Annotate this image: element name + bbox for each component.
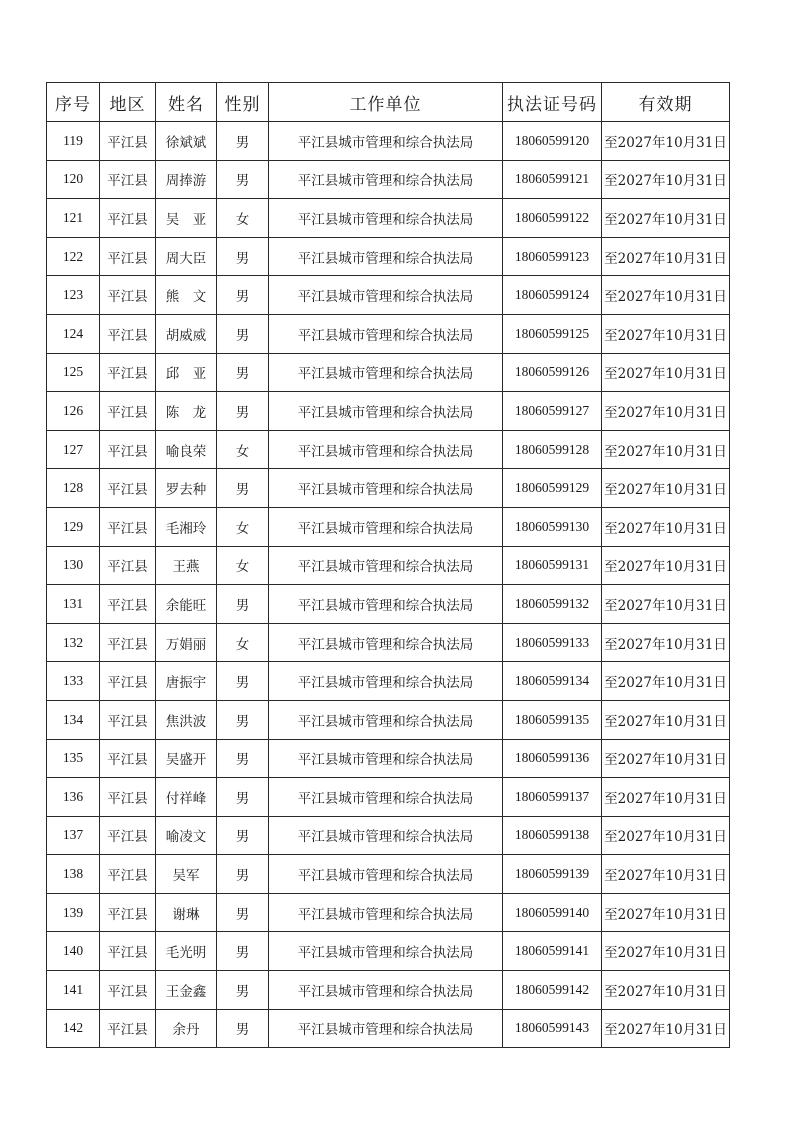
cell-valid-until: 至2027年10月31日 [602,855,730,894]
cell-region: 平江县 [100,237,156,276]
cell-name: 吴 亚 [156,199,217,238]
cell-seq: 129 [47,507,100,546]
cell-seq: 131 [47,585,100,624]
cell-gender: 男 [217,314,269,353]
table-row [47,237,730,276]
cell-cert-number: 18060599130 [503,507,602,546]
cell-seq: 127 [47,430,100,469]
cell-gender: 男 [217,392,269,431]
cell-name: 陈 龙 [156,392,217,431]
table-header [47,83,730,122]
cell-cert-number: 18060599142 [503,971,602,1010]
cell-gender: 男 [217,778,269,817]
cell-gender: 男 [217,971,269,1010]
cell-name: 毛湘玲 [156,507,217,546]
cell-gender: 男 [217,816,269,855]
cell-region: 平江县 [100,623,156,662]
cell-gender: 男 [217,893,269,932]
cell-region: 平江县 [100,662,156,701]
cell-seq: 132 [47,623,100,662]
cell-gender: 男 [217,662,269,701]
cell-valid-until: 至2027年10月31日 [602,778,730,817]
table-row [47,662,730,701]
cell-seq: 119 [47,122,100,161]
cell-name: 付祥峰 [156,778,217,817]
cell-cert-number: 18060599122 [503,199,602,238]
cell-seq: 130 [47,546,100,585]
cell-region: 平江县 [100,932,156,971]
cell-name: 喻凌文 [156,816,217,855]
cell-valid-until: 至2027年10月31日 [602,199,730,238]
cell-valid-until: 至2027年10月31日 [602,276,730,315]
cell-unit: 平江县城市管理和综合执法局 [269,430,503,469]
cell-cert-number: 18060599121 [503,160,602,199]
cell-cert-number: 18060599135 [503,700,602,739]
cell-seq: 122 [47,237,100,276]
cell-name: 罗去种 [156,469,217,508]
enforcement-roster-table [46,82,730,1048]
cell-name: 唐振宇 [156,662,217,701]
cell-unit: 平江县城市管理和综合执法局 [269,662,503,701]
cell-region: 平江县 [100,816,156,855]
cell-unit: 平江县城市管理和综合执法局 [269,585,503,624]
cell-valid-until: 至2027年10月31日 [602,623,730,662]
table-row [47,893,730,932]
cell-valid-until: 至2027年10月31日 [602,893,730,932]
header-row [47,83,730,122]
cell-seq: 126 [47,392,100,431]
cell-valid-until: 至2027年10月31日 [602,314,730,353]
cell-cert-number: 18060599143 [503,1009,602,1048]
cell-seq: 142 [47,1009,100,1048]
cell-valid-until: 至2027年10月31日 [602,160,730,199]
table-row [47,430,730,469]
cell-seq: 121 [47,199,100,238]
cell-region: 平江县 [100,430,156,469]
cell-valid-until: 至2027年10月31日 [602,507,730,546]
cell-valid-until: 至2027年10月31日 [602,700,730,739]
table-row [47,276,730,315]
cell-seq: 134 [47,700,100,739]
cell-name: 毛光明 [156,932,217,971]
table-row [47,122,730,161]
cell-name: 徐斌斌 [156,122,217,161]
cell-unit: 平江县城市管理和综合执法局 [269,623,503,662]
cell-seq: 135 [47,739,100,778]
cell-cert-number: 18060599139 [503,855,602,894]
cell-region: 平江县 [100,160,156,199]
cell-cert-number: 18060599123 [503,237,602,276]
cell-region: 平江县 [100,507,156,546]
cell-cert-number: 18060599136 [503,739,602,778]
cell-cert-number: 18060599128 [503,430,602,469]
cell-name: 周捧游 [156,160,217,199]
cell-valid-until: 至2027年10月31日 [602,932,730,971]
cell-region: 平江县 [100,353,156,392]
table-row [47,739,730,778]
cell-seq: 124 [47,314,100,353]
table-row [47,623,730,662]
cell-valid-until: 至2027年10月31日 [602,739,730,778]
cell-name: 焦洪波 [156,700,217,739]
cell-unit: 平江县城市管理和综合执法局 [269,893,503,932]
header-name: 姓名 [156,83,217,122]
cell-cert-number: 18060599138 [503,816,602,855]
cell-cert-number: 18060599125 [503,314,602,353]
cell-region: 平江县 [100,276,156,315]
table-row [47,199,730,238]
cell-seq: 128 [47,469,100,508]
cell-unit: 平江县城市管理和综合执法局 [269,932,503,971]
cell-valid-until: 至2027年10月31日 [602,546,730,585]
cell-region: 平江县 [100,700,156,739]
cell-gender: 男 [217,276,269,315]
table-row [47,932,730,971]
cell-unit: 平江县城市管理和综合执法局 [269,199,503,238]
cell-region: 平江县 [100,469,156,508]
cell-name: 喻良荣 [156,430,217,469]
cell-seq: 137 [47,816,100,855]
cell-seq: 139 [47,893,100,932]
cell-unit: 平江县城市管理和综合执法局 [269,353,503,392]
cell-region: 平江县 [100,1009,156,1048]
table-row [47,314,730,353]
cell-gender: 女 [217,430,269,469]
cell-unit: 平江县城市管理和综合执法局 [269,237,503,276]
cell-region: 平江县 [100,971,156,1010]
table-row [47,546,730,585]
cell-cert-number: 18060599127 [503,392,602,431]
cell-cert-number: 18060599126 [503,353,602,392]
cell-name: 万娟丽 [156,623,217,662]
table-row [47,160,730,199]
cell-region: 平江县 [100,585,156,624]
cell-name: 王燕 [156,546,217,585]
cell-cert-number: 18060599129 [503,469,602,508]
cell-unit: 平江县城市管理和综合执法局 [269,276,503,315]
header-gender: 性别 [217,83,269,122]
cell-unit: 平江县城市管理和综合执法局 [269,122,503,161]
cell-gender: 男 [217,739,269,778]
cell-gender: 男 [217,237,269,276]
header-cert: 执法证号码 [503,83,602,122]
cell-cert-number: 18060599134 [503,662,602,701]
cell-region: 平江县 [100,546,156,585]
table-row [47,507,730,546]
table-row [47,816,730,855]
cell-seq: 141 [47,971,100,1010]
table-row [47,700,730,739]
cell-gender: 男 [217,700,269,739]
cell-cert-number: 18060599131 [503,546,602,585]
cell-gender: 女 [217,507,269,546]
cell-valid-until: 至2027年10月31日 [602,392,730,431]
cell-name: 胡威威 [156,314,217,353]
cell-valid-until: 至2027年10月31日 [602,585,730,624]
cell-valid-until: 至2027年10月31日 [602,237,730,276]
cell-name: 谢琳 [156,893,217,932]
cell-seq: 136 [47,778,100,817]
cell-name: 熊 文 [156,276,217,315]
cell-cert-number: 18060599120 [503,122,602,161]
cell-seq: 138 [47,855,100,894]
cell-unit: 平江县城市管理和综合执法局 [269,855,503,894]
header-seq: 序号 [47,83,100,122]
cell-valid-until: 至2027年10月31日 [602,430,730,469]
cell-name: 吴盛开 [156,739,217,778]
cell-unit: 平江县城市管理和综合执法局 [269,739,503,778]
cell-region: 平江县 [100,855,156,894]
table-row [47,392,730,431]
cell-gender: 女 [217,199,269,238]
cell-unit: 平江县城市管理和综合执法局 [269,971,503,1010]
table-row [47,778,730,817]
cell-name: 余能旺 [156,585,217,624]
cell-region: 平江县 [100,199,156,238]
table-body [47,122,730,1048]
cell-unit: 平江县城市管理和综合执法局 [269,507,503,546]
cell-unit: 平江县城市管理和综合执法局 [269,1009,503,1048]
cell-unit: 平江县城市管理和综合执法局 [269,816,503,855]
cell-seq: 140 [47,932,100,971]
cell-unit: 平江县城市管理和综合执法局 [269,546,503,585]
cell-valid-until: 至2027年10月31日 [602,816,730,855]
cell-seq: 125 [47,353,100,392]
cell-seq: 120 [47,160,100,199]
cell-gender: 女 [217,623,269,662]
cell-cert-number: 18060599132 [503,585,602,624]
cell-gender: 女 [217,546,269,585]
table-row [47,971,730,1010]
cell-name: 吴军 [156,855,217,894]
table-row [47,353,730,392]
cell-cert-number: 18060599133 [503,623,602,662]
table-row [47,855,730,894]
cell-gender: 男 [217,353,269,392]
table-row [47,585,730,624]
cell-name: 余丹 [156,1009,217,1048]
cell-unit: 平江县城市管理和综合执法局 [269,160,503,199]
cell-valid-until: 至2027年10月31日 [602,122,730,161]
table-row [47,1009,730,1048]
header-region: 地区 [100,83,156,122]
cell-gender: 男 [217,585,269,624]
cell-gender: 男 [217,122,269,161]
header-unit: 工作单位 [269,83,503,122]
cell-gender: 男 [217,160,269,199]
cell-seq: 123 [47,276,100,315]
cell-gender: 男 [217,855,269,894]
cell-unit: 平江县城市管理和综合执法局 [269,392,503,431]
cell-region: 平江县 [100,893,156,932]
cell-cert-number: 18060599141 [503,932,602,971]
cell-unit: 平江县城市管理和综合执法局 [269,469,503,508]
cell-valid-until: 至2027年10月31日 [602,353,730,392]
cell-region: 平江县 [100,739,156,778]
cell-seq: 133 [47,662,100,701]
cell-cert-number: 18060599140 [503,893,602,932]
cell-unit: 平江县城市管理和综合执法局 [269,778,503,817]
cell-valid-until: 至2027年10月31日 [602,469,730,508]
table-row [47,469,730,508]
cell-name: 周大臣 [156,237,217,276]
cell-gender: 男 [217,469,269,508]
cell-region: 平江县 [100,122,156,161]
header-valid: 有效期 [602,83,730,122]
cell-unit: 平江县城市管理和综合执法局 [269,700,503,739]
cell-unit: 平江县城市管理和综合执法局 [269,314,503,353]
cell-name: 王金鑫 [156,971,217,1010]
cell-valid-until: 至2027年10月31日 [602,662,730,701]
cell-cert-number: 18060599124 [503,276,602,315]
cell-cert-number: 18060599137 [503,778,602,817]
cell-region: 平江县 [100,778,156,817]
cell-gender: 男 [217,932,269,971]
cell-region: 平江县 [100,392,156,431]
cell-gender: 男 [217,1009,269,1048]
cell-region: 平江县 [100,314,156,353]
cell-valid-until: 至2027年10月31日 [602,971,730,1010]
cell-valid-until: 至2027年10月31日 [602,1009,730,1048]
cell-name: 邱 亚 [156,353,217,392]
